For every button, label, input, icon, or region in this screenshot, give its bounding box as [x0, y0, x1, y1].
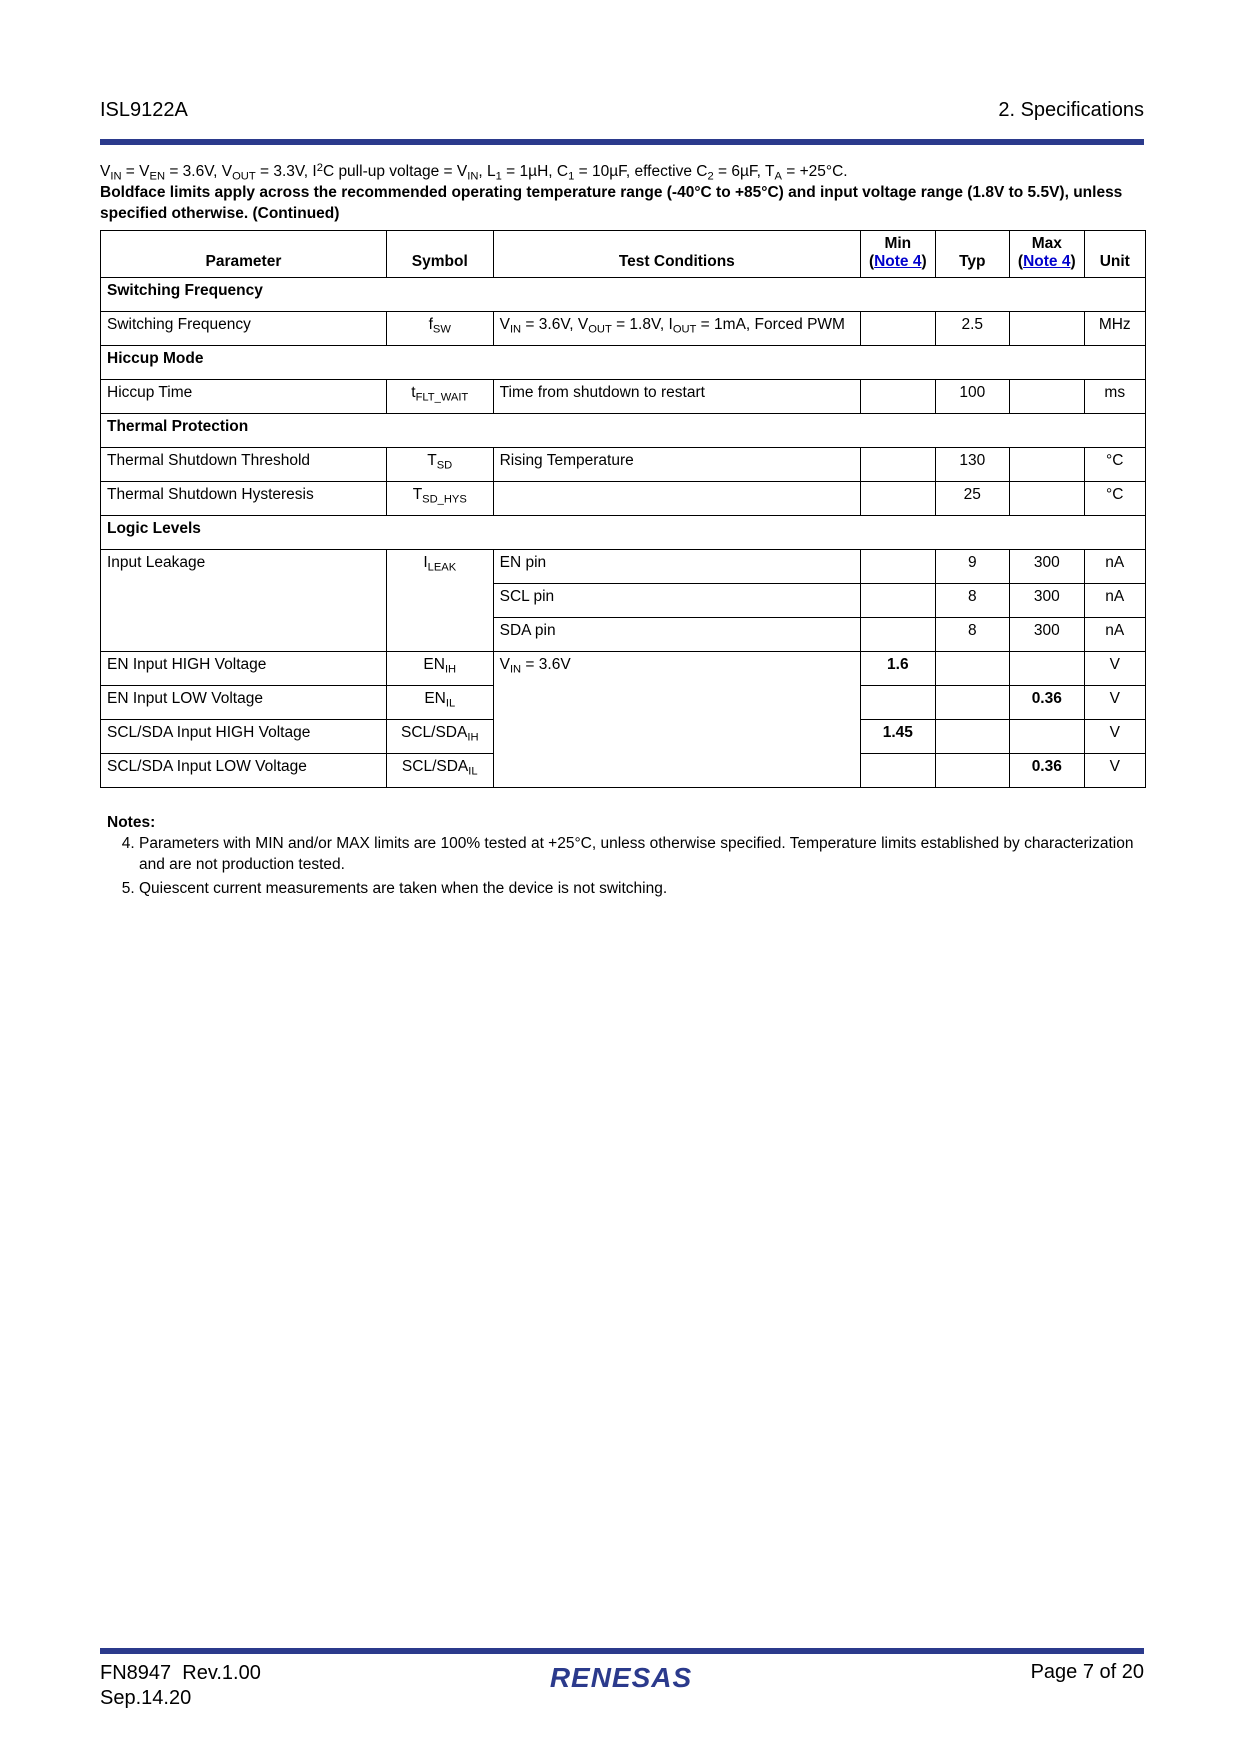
- symbol-cell: $t_{FLT\_WAIT}$: [386, 380, 493, 414]
- symbol-cell: $T_{SD}$: [386, 448, 493, 482]
- header-test-conditions: Test Conditions: [493, 231, 860, 278]
- conditions-line: $V_{IN} = V_{EN} = 3.6V$, $V_{OUT} = 3.3V$, $I^2C$ pull-up voltage = $V_{IN}$, $L_1 = 1\mu H$, $C_1 = 10\mu F$, effective $C_2 = 6\mu F$, $T_A = +25^\circ C$.: [100, 161, 848, 183]
- table-row: Thermal Shutdown Hysteresis $T_{SD\_HYS}$ 25 °C: [101, 482, 1146, 516]
- header-parameter: Parameter: [101, 231, 387, 278]
- table-row: SDA pin 8 300 nA: [101, 618, 1146, 652]
- symbol-cell: SCL/$SDA_{IL}$: [386, 754, 493, 788]
- notes-block: [107, 812, 1137, 902]
- section-row-logic: Logic Levels: [101, 516, 1146, 550]
- symbol-cell: $f_{SW}$: [386, 312, 493, 346]
- note-5: 5. Quiescent current measurements are taken when the device is not switching.: [139, 878, 1137, 899]
- table-row: SCL/SDA Input HIGH Voltage SCL/$SDA_{IH}$ 1.45 V: [101, 720, 1146, 754]
- boldface-note: Boldface limits apply across the recommended operating temperature range (-40°C to +85°C) and input voltage range (1.8V to 5.5V), unless specified otherwise. (Continued): [100, 184, 1123, 222]
- table-header-row: [101, 231, 1146, 278]
- notes-title: Notes:: [107, 814, 156, 831]
- test-cell: $V_{IN} = 3.6V$: [493, 652, 860, 788]
- symbol-cell: SCL/$SDA_{IH}$: [386, 720, 493, 754]
- header-max: Max (Note 4): [1010, 231, 1084, 278]
- section-row-hiccup: Hiccup Mode: [101, 346, 1146, 380]
- header-symbol: Symbol: [386, 231, 493, 278]
- footer-date: Sep.14.20: [100, 1687, 192, 1709]
- footer-doc-rev: FN8947 Rev.1.00: [100, 1662, 261, 1684]
- table-row: Input Leakage $I_{LEAK}$ EN pin 9 300 nA: [101, 550, 1146, 584]
- renesas-logo-text: RENESAS: [549, 1662, 693, 1693]
- footer-page-number: Page 7 of 20: [1030, 1661, 1144, 1683]
- symbol-cell: $T_{SD\_HYS}$: [386, 482, 493, 516]
- table-row: Thermal Shutdown Threshold $T_{SD}$ Rising Temperature 130 °C: [101, 448, 1146, 482]
- header-min: Min (Note 4): [861, 231, 935, 278]
- note-4: 4. Parameters with MIN and/or MAX limits are 100% tested at +25°C, unless otherwise specified. Temperature limits established by characterization and are not production tested.: [139, 833, 1137, 875]
- table-row: Switching Frequency $f_{SW}$ $V_{IN} = 3.6V$, $V_{OUT} = 1.8V$, $I_{OUT} = 1mA$, Forced PWM 2.5 MHz: [101, 312, 1146, 346]
- note-4-link[interactable]: Note 4: [1023, 253, 1071, 270]
- section-row-thermal: Thermal Protection: [101, 414, 1146, 448]
- header-typ: Typ: [935, 231, 1009, 278]
- table-row: EN Input HIGH Voltage $EN_{IH}$ $V_{IN} = 3.6V$ 1.6 V: [101, 652, 1146, 686]
- table-row: Hiccup Time $t_{FLT\_WAIT}$ Time from shutdown to restart 100 ms: [101, 380, 1146, 414]
- renesas-logo-icon: [530, 1660, 712, 1694]
- footer-doc-info: [100, 1661, 261, 1711]
- note-4-link[interactable]: Note 4: [874, 253, 922, 270]
- header-rule: [100, 139, 1144, 145]
- symbol-cell: $I_{LEAK}$: [386, 550, 493, 652]
- test-conditions: [100, 161, 1144, 224]
- header-section: 2. Specifications: [998, 99, 1144, 121]
- footer-rule: [100, 1648, 1144, 1654]
- spec-table: [100, 230, 1146, 788]
- header-unit: Unit: [1084, 231, 1145, 278]
- symbol-cell: $EN_{IH}$: [386, 652, 493, 686]
- table-row: SCL pin 8 300 nA: [101, 584, 1146, 618]
- table-row: SCL/SDA Input LOW Voltage SCL/$SDA_{IL}$ 0.36 V: [101, 754, 1146, 788]
- test-cell: $V_{IN} = 3.6V$, $V_{OUT} = 1.8V$, $I_{OUT} = 1mA$, Forced PWM: [493, 312, 860, 346]
- header-doc-id: ISL9122A: [100, 99, 188, 121]
- renesas-logo: [530, 1660, 712, 1699]
- section-row-switching: Switching Frequency: [101, 278, 1146, 312]
- symbol-cell: $EN_{IL}$: [386, 686, 493, 720]
- table-row: EN Input LOW Voltage $EN_{IL}$ 0.36 V: [101, 686, 1146, 720]
